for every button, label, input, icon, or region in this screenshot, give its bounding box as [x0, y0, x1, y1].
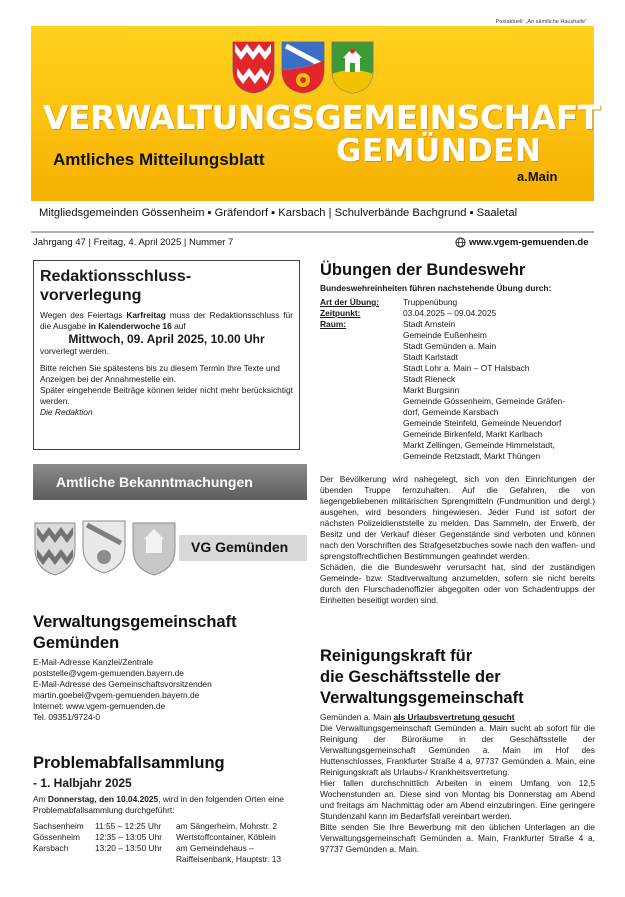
bundeswehr-intro: Bundeswehreinheiten führen nachstehende Übung durch: — [320, 283, 552, 293]
raum-item: Markt Zellingen, Gemeinde Himmelstadt, — [403, 440, 555, 450]
abfall-platz: Wertstoffcontainer, Köblein — [176, 832, 276, 842]
website-link[interactable]: www.vgem-gemuenden.de — [469, 237, 589, 248]
redaktion-text: muss der Redaktionsschluss für die Ausgabe — [40, 310, 293, 331]
raum-item: Gemeinde Steinfeld, Gemeinde Neuendorf — [403, 418, 562, 428]
zeit-value: 03.04.2025 – 09.04.2025 — [403, 308, 497, 318]
members-line: Mitgliedsgemeinden Gössenheim ▪ Gräfendorf ▪ Karsbach | Schulverbände Bachgrund ▪ Saaletal — [39, 207, 518, 219]
raum-item: dorf, Gemeinde Karsbach — [403, 407, 499, 417]
table-row — [33, 843, 281, 854]
raum-item: Markt Burgsinn — [403, 385, 460, 395]
amtliche-banner — [33, 464, 307, 500]
zeit-label: Zeitpunkt: — [320, 308, 361, 318]
abfall-sub: - 1. Halbjahr 2025 — [33, 776, 132, 790]
redaktion-title-1: Redaktionsschluss- — [40, 268, 192, 285]
vg-line: E-Mail-Adresse Kanzlei/Zentrale — [33, 657, 154, 667]
abfall-ort: Karsbach — [33, 843, 69, 853]
abfall-date: Donnerstag, den 10.04.2025 — [47, 794, 159, 804]
abfall-zeit: 13:20 – 13:50 Uhr — [95, 843, 163, 853]
reinigung-title-3: Verwaltungsgemeinschaft — [320, 689, 524, 707]
bundeswehr-p1: Der Bevölkerung wird nahegelegt, sich von den Einrichtungen der übenden Truppe fernzuhalten. Auf die Gefahren, die von liegengebliebenen militärischen Sprengmitteln (Fundmunition und dergl.) ausgehen, wird besonders hingewiesen. Jeder Fund ist sofort der nächsten Polizeidienststelle zu melden. Das Sammeln, der Erwerb, der Besitz und der Verkauf dieser Gegenstände sind verboten und können nach den Vorschriften des Strafgesetzbuches sowie nach den waffen- und sprengstoffrechtlichen Bestimmungen geahndet werden. — [320, 474, 595, 561]
bundeswehr-table — [320, 297, 565, 462]
raum-item: Stadt Karlstadt — [403, 352, 458, 362]
masthead-title: VERWALTUNGSGEMEINSCHAFT — [43, 98, 600, 137]
raum-item: Gemeinde Gössenheim, Gemeinde Gräfen- — [403, 396, 565, 406]
vg-crest-row — [33, 517, 307, 579]
reinigung-p2: Hier fallen durchschnittlich Arbeiten in einem Umfang von 12,5 Wochenstunden an. Diese sind von Montag bis Donnerstag am Abend und freitags am Nachmittag oder am Abend einzubringen. Eine geringere Stundenzahl kann im Bedarfsfall vereinbart werden. — [320, 778, 595, 821]
crest-gemuenden-icon — [280, 40, 326, 95]
amtliche-label: Amtliche Bekanntmachungen — [56, 474, 253, 490]
raum-item: Gemeinde Eußenheim — [403, 330, 487, 340]
reinigung-p3: Bitte senden Sie Ihre Bewerbung mit den üblichen Unterlagen an die Verwaltungsgemeinschaft Gemünden a. Main, Frankfurter Straße 4 a, 97737 Gemünden a. Main. — [320, 822, 595, 854]
redaktion-text: Wegen des Feiertags — [40, 310, 127, 320]
redaktion-box — [33, 260, 300, 450]
vg-title-2: Gemünden — [33, 634, 120, 652]
issue-line: Jahrgang 47 | Freitag, 4. April 2025 | Nummer 7 — [33, 237, 234, 248]
art-value: Truppenübung — [403, 297, 458, 307]
vg-title-1: Verwaltungsgemeinschaft — [33, 613, 237, 631]
raum-item: Gemeinde Birkenfeld, Markt Karlbach — [403, 429, 543, 439]
reinigung-p1: Die Verwaltungsgemeinschaft Gemünden a. Main sucht ab sofort für die Reinigung der Büroräume in der Geschäftsstelle der Verwaltungsgemeinschaft Gemünden a. Main im Hof des Huttenschlosses, Frankfurter Straße 4 a, 97737 Gemünden a. Main, eine Reinigungskraft als Urlaubs-/ Krankheitsvertretung. — [320, 723, 595, 777]
crest-row — [231, 40, 375, 95]
reinigung-lead: Gemünden a. Main — [320, 712, 394, 722]
masthead — [31, 26, 600, 201]
abfall-zeit: 12:35 – 13:05 Uhr — [95, 832, 163, 842]
abfall-text: , wird in den folgenden Orten eine Problemabfallsammlung durchgeführt: — [33, 794, 284, 815]
table-row — [33, 821, 281, 832]
abfall-section — [33, 753, 305, 865]
table-row — [33, 854, 281, 865]
abfall-ort — [33, 854, 95, 865]
vg-label: VG Gemünden — [191, 539, 289, 555]
reinigung-section — [320, 646, 595, 855]
vg-phone: Tel. 09351/9724-0 — [33, 712, 101, 722]
raum-item: Stadt Lohr a. Main – OT Halsbach — [403, 363, 530, 373]
vg-internet[interactable]: Internet: www.vgem-gemuenden.de — [33, 701, 166, 711]
raum-item: Stadt Gemünden a. Main — [403, 341, 497, 351]
vg-line: E-Mail-Adresse des Gemeinschaftsvorsitzenden — [33, 679, 212, 689]
abfall-ort: Sachsenheim — [33, 821, 84, 831]
art-label: Art der Übung: — [320, 297, 380, 307]
redaktion-p3: Bitte reichen Sie spätestens bis zu diesem Termin Ihre Texte und Anzeigen bei der Annahmestelle ein. — [40, 363, 280, 384]
raum-item: Stadt Rieneck — [403, 374, 456, 384]
redaktion-p2: vorverlegt werden. — [40, 346, 109, 356]
abfall-zeit — [95, 854, 176, 865]
masthead-subtitle: Amtliches Mitteilungsblatt — [53, 150, 265, 169]
gray-crests-icon — [33, 517, 183, 579]
abfall-zeit: 11:55 – 12:25 Uhr — [95, 821, 162, 831]
abfall-platz: am Sängerheim, Mohrstr. 2 — [176, 821, 278, 831]
redaktion-p4: Später eingehende Beiträge können leider nicht mehr berücksichtigt werden. — [40, 385, 293, 406]
vg-contact — [33, 612, 303, 723]
abfall-table — [33, 821, 281, 865]
globe-icon — [455, 237, 466, 248]
redaktion-karfreitag: Karfreitag — [126, 310, 166, 320]
members-bar — [31, 201, 594, 233]
redaktion-deadline: Mittwoch, 09. April 2025, 10.00 Uhr — [68, 332, 265, 346]
redaktion-text: auf — [171, 321, 186, 331]
reinigung-title-1: Reinigungskraft für — [320, 647, 473, 665]
abfall-title: Problemabfallsammlung — [33, 754, 225, 772]
reinigung-lead-emph: als Urlaubsvertretung gesucht — [393, 712, 515, 722]
table-row — [33, 832, 281, 843]
bundeswehr-title: Übungen der Bundeswehr — [320, 261, 526, 279]
crest-karsbach-icon — [231, 40, 276, 95]
website[interactable] — [455, 237, 588, 248]
raum-item: Stadt Arnstein — [403, 319, 456, 329]
redaktion-sign: Die Redaktion — [40, 407, 93, 417]
postal-note: Postaktuell: „An sämtliche Haushalte“ — [495, 19, 587, 25]
abfall-text: Am — [33, 794, 48, 804]
masthead-place: GEMÜNDEN — [336, 133, 542, 169]
abfall-ort: Gössenheim — [33, 832, 81, 842]
bundeswehr-section — [320, 260, 595, 606]
vg-email-link[interactable]: martin.goebel@vgem-gemuenden.bayern.de — [33, 690, 200, 700]
masthead-place-suffix: a.Main — [517, 169, 558, 184]
vg-email-link[interactable]: poststelle@vgem-gemuenden.bayern.de — [33, 668, 184, 678]
redaktion-kw: in Kalenderwoche 16 — [88, 321, 172, 331]
vg-label-bar — [179, 535, 307, 561]
redaktion-title-2: vorverlegung — [40, 287, 142, 304]
bundeswehr-p2: Schäden, die die Bundeswehr verursacht hat, sind der zuständigen Gemeinde- bzw. Stadtverwaltung anzumelden, sofern sie nicht bereits durch den Flurschadenoffizier abgegolten oder von Schadentrupps der Einheiten beseitigt worden sind. — [320, 562, 595, 605]
abfall-platz: am Gemeindehaus – — [176, 843, 254, 853]
raum-label: Raum: — [320, 319, 347, 329]
abfall-platz: Raiffeisenbank, Hauptstr. 13 — [176, 854, 282, 864]
crest-gaessenheim-icon — [330, 40, 375, 95]
reinigung-title-2: die Geschäftsstelle der — [320, 668, 501, 686]
raum-item: Gemeinde Retzstadt, Markt Thüngen — [403, 451, 541, 461]
